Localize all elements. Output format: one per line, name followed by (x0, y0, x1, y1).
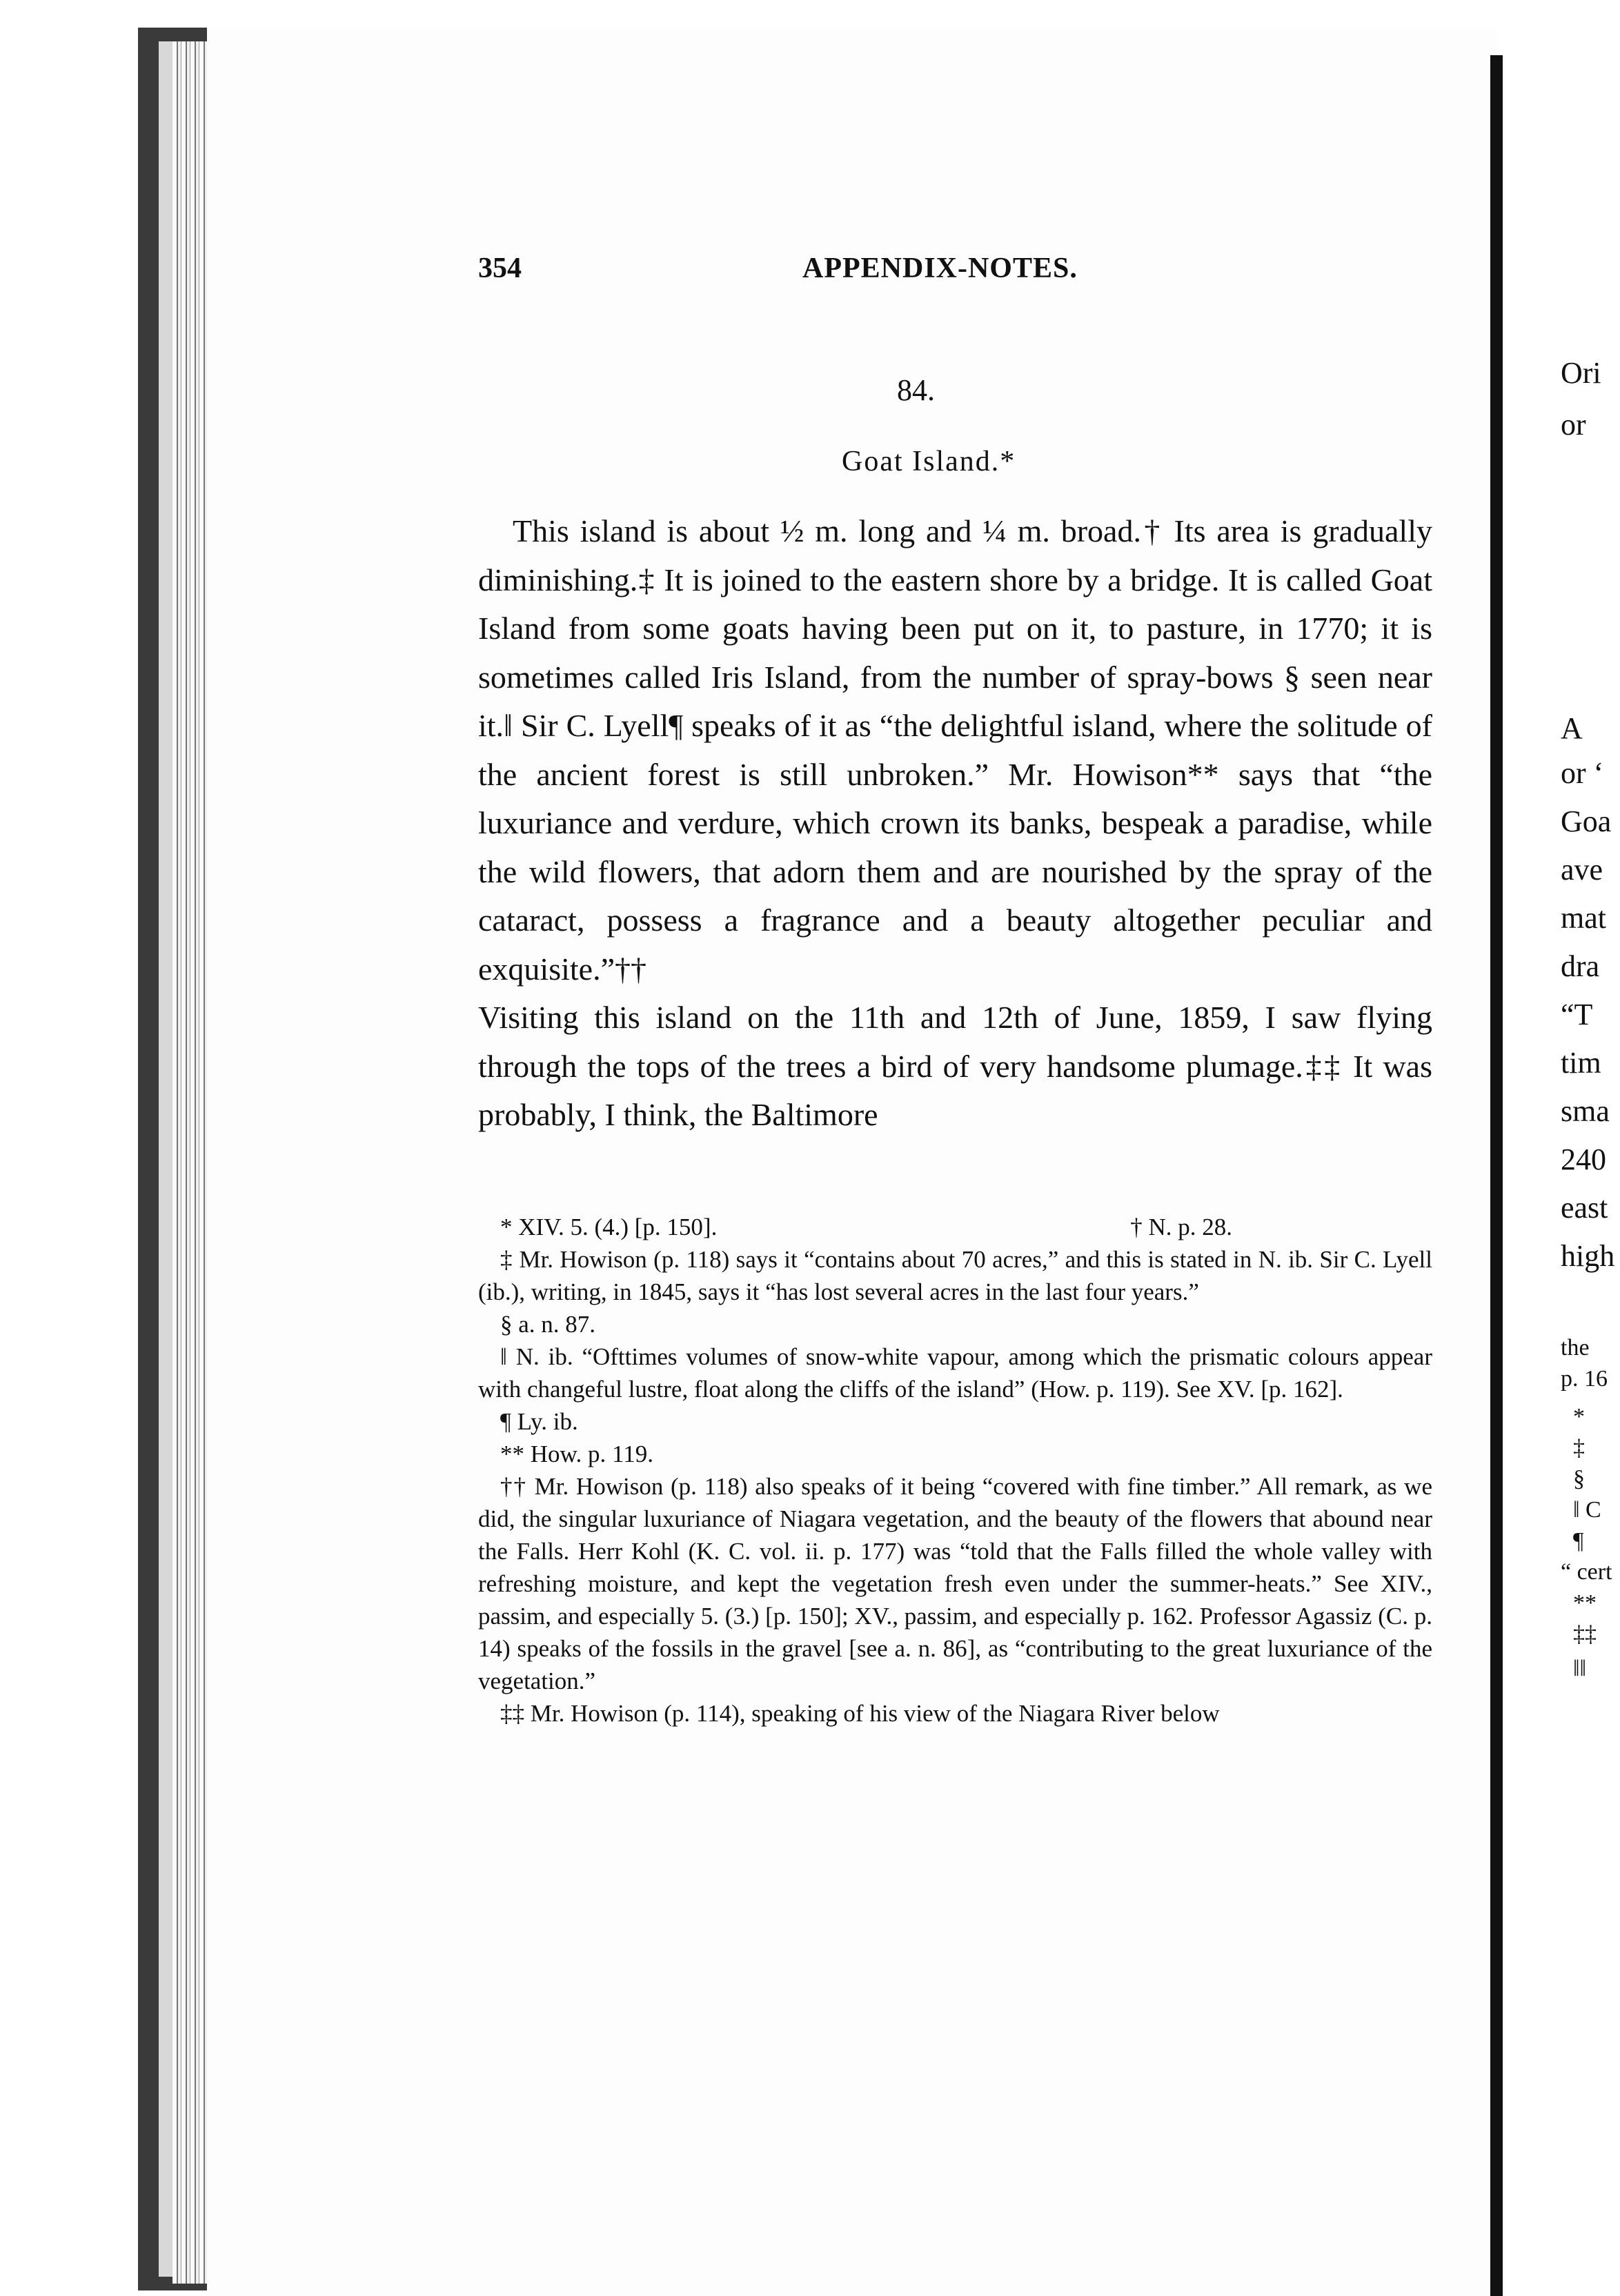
paragraph: This island is about ½ m. long and ¼ m. broad.† Its area is gradually diminishing.‡ It is joined to the eastern shore by a bridge. It is called Goat Island from some goats having been put on it, to pasture, in 1770; it is sometimes called Iris Island, from the number of spray-bows § seen near it.‖ Sir C. Lyell¶ speaks of it as “the delightful island, where the solitude of the ancient forest is still unbroken.” Mr. Howison** says that “the luxuriance and verdure, which crown its banks, bespeak a paradise, while the wild flowers, that adorn them and are nourished by the spray of the cataract, possess a fragrance and a beauty altogether peculiar and exquisite.”†† (478, 513, 1432, 987)
facing-page-fragment: ave (1561, 853, 1603, 887)
facing-page-note: ¶ (1573, 1528, 1584, 1554)
facing-page-note: * (1573, 1404, 1585, 1429)
facing-page-note: § (1573, 1466, 1585, 1492)
facing-page-note: p. 16 (1561, 1366, 1608, 1392)
facing-page-note: ‖ C (1573, 1497, 1601, 1523)
footnote: * XIV. 5. (4.) [p. 150]. (500, 1214, 718, 1240)
note-title: Goat Island.* (842, 446, 1016, 477)
scan-margin (0, 0, 121, 2296)
facing-page-note: ‡ (1573, 1435, 1585, 1461)
facing-page-fragment: dra (1561, 949, 1600, 983)
facing-page-fragment: sma (1561, 1094, 1610, 1128)
facing-page-fragment: high (1561, 1239, 1615, 1273)
footnote: ‡‡ Mr. Howison (p. 114), speaking of his view of the Niagara River below (500, 1700, 1220, 1727)
footnote-row (478, 1211, 1432, 1243)
facing-page-note: ‖‖ (1573, 1656, 1587, 1681)
facing-page-fragment: or (1561, 408, 1586, 442)
footnote: †† Mr. Howison (p. 118) also speaks of it being “covered with fine timber.” All remark, as we did, the singular luxuriance of Niagara vegetation, and the beauty of the flowers that abound near the Falls. Herr Kohl (K. C. vol. ii. p. 177) was “told that the Falls filled the whole valley with refreshing moisture, and kept the vegetation fresh even under the summer-heats.” See XIV., passim, and especially 5. (3.) [p. 150]; XV., passim, and especially p. 162. Professor Agassiz (C. p. 14) speaks of the fossils in the gravel [see a. n. 86], as “contributing to the great luxuriance of the vegetation.” (478, 1473, 1432, 1694)
footnote: ¶ Ly. ib. (500, 1408, 578, 1435)
facing-page-fragment: tim (1561, 1046, 1601, 1080)
page-number: 354 (478, 253, 522, 284)
page-gutter (1490, 55, 1503, 2296)
footnote: † N. p. 28. (1130, 1214, 1232, 1240)
facing-page-fragment: A (1561, 711, 1583, 745)
footnotes (478, 1211, 1432, 1730)
facing-page-fragment: mat (1561, 901, 1606, 935)
facing-page-fragment: or ‘ (1561, 756, 1604, 790)
footnote: § a. n. 87. (500, 1311, 596, 1338)
book-page (207, 28, 1497, 2296)
facing-page-fragment: 240 (1561, 1142, 1606, 1176)
facing-page-note: the (1561, 1335, 1590, 1360)
footnote: ‖ N. ib. “Ofttimes volumes of snow-white vapour, among which the prismatic colours appear with changeful lustre, float along the cliffs of the island” (How. p. 119). See XV. [p. 162]. (478, 1343, 1432, 1403)
facing-page-fragment: east (1561, 1191, 1608, 1225)
footnote: ** How. p. 119. (500, 1441, 653, 1467)
facing-page-fragment: Ori (1561, 356, 1601, 390)
running-head (478, 252, 1432, 293)
facing-page-fragment: Goa (1561, 804, 1612, 838)
note-number: 84. (897, 373, 935, 407)
facing-page-note: ** (1573, 1590, 1597, 1616)
footnote: ‡ Mr. Howison (p. 118) says it “contains about 70 acres,” and this is stated in N. ib. Sir C. Lyell (ib.), writing, in 1845, says it “has lost several acres in the last four years.” (478, 1246, 1432, 1305)
facing-page-note: “ cert (1561, 1559, 1612, 1585)
running-title: APPENDIX-NOTES. (802, 253, 1078, 284)
paragraph: Visiting this island on the 11th and 12th of June, 1859, I saw flying through the tops of the trees a bird of very handsome plumage.‡‡ It was probably, I think, the Baltimore (478, 1000, 1432, 1132)
body-text (478, 507, 1432, 1140)
facing-page-fragment: “T (1561, 998, 1593, 1031)
facing-page-note: ‡‡ (1573, 1621, 1597, 1647)
